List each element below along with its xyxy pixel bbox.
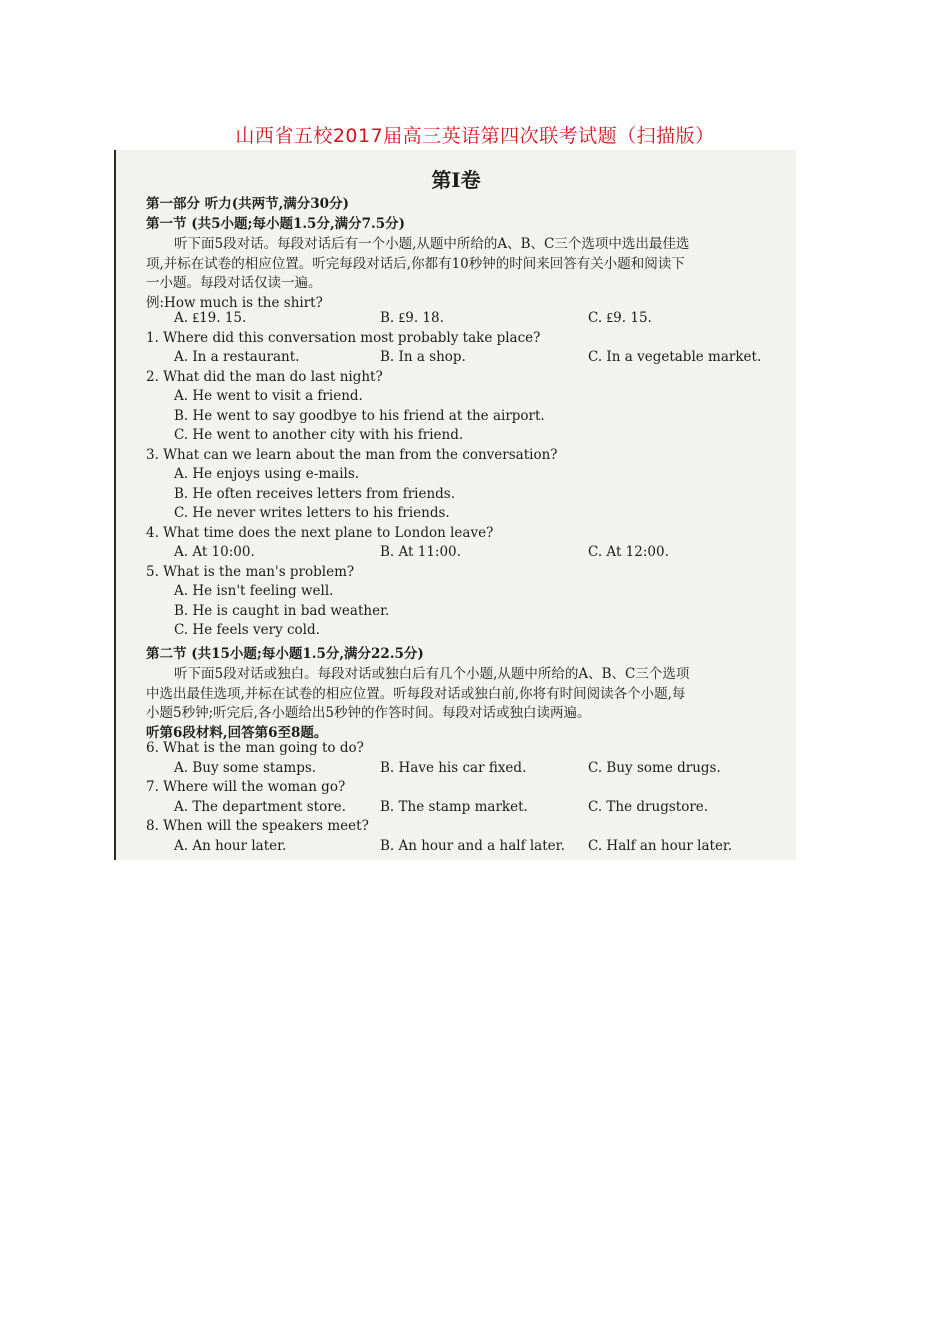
option: A. Buy some stamps. [174, 759, 317, 776]
option: A. ₤19. 15. [174, 310, 247, 326]
option: A. An hour later. [174, 837, 287, 854]
scanned-exam-page [114, 150, 796, 860]
option: A. The department store. [174, 798, 346, 815]
instruction-line: 听下面5段对话。每段对话后有一个小题,从题中所给的A、B、C三个选项中选出最佳选 [174, 236, 690, 252]
option: B. He often receives letters from friends. [174, 485, 456, 502]
option: C. At 12:00. [588, 544, 669, 560]
option: C. Buy some drugs. [588, 759, 721, 776]
option: C. He went to another city with his friend. [174, 427, 464, 443]
instruction-line: 小题5秒钟;听完后,各小题给出5秒钟的作答时间。每段对话或独白读两遍。 [146, 705, 591, 721]
section-title: 第Ⅰ卷 [431, 168, 481, 192]
option: B. Have his car fixed. [380, 759, 527, 776]
question: 1. Where did this conversation most probably take place? [146, 329, 541, 346]
material-heading: 听第6段材料,回答第6至8题。 [146, 724, 328, 741]
option: B. In a shop. [380, 349, 466, 365]
instruction-line: 项,并标在试卷的相应位置。听完每段对话后,你都有10秒钟的时间来回答有关小题和阅读下 [146, 255, 685, 272]
instruction-line: 中选出最佳选项,并标在试卷的相应位置。听每段对话或独白前,你将有时间阅读各个小题,每 [146, 685, 686, 702]
document-title: 山西省五校2017届高三英语第四次联考试题（扫描版） [235, 125, 715, 147]
option: B. He is caught in bad weather. [174, 602, 390, 619]
section-heading: 第二节 (共15小题;每小题1.5分,满分22.5分) [146, 645, 424, 662]
option: A. He isn't feeling well. [174, 583, 334, 599]
question: 2. What did the man do last night? [146, 368, 383, 385]
option: B. ₤9. 18. [380, 310, 444, 326]
option: B. An hour and a half later. [380, 837, 565, 854]
exam-content [116, 150, 796, 860]
example-question: 例:How much is the shirt? [146, 294, 323, 311]
option: B. At 11:00. [380, 544, 461, 560]
option: A. He went to visit a friend. [174, 388, 363, 404]
question: 4. What time does the next plane to London leave? [146, 524, 494, 541]
option: C. The drugstore. [588, 798, 709, 815]
option: B. The stamp market. [380, 798, 528, 815]
option: C. ₤9. 15. [588, 310, 652, 326]
section-heading: 第一节 (共5小题;每小题1.5分,满分7.5分) [146, 215, 406, 232]
option: C. Half an hour later. [588, 837, 733, 854]
question: 5. What is the man's problem? [146, 563, 355, 580]
option: B. He went to say goodbye to his friend at the airport. [174, 407, 545, 424]
option: A. In a restaurant. [174, 349, 300, 365]
option: C. He never writes letters to his friends. [174, 505, 450, 521]
part-heading: 第一部分 听力(共两节,满分30分) [146, 196, 349, 212]
question: 3. What can we learn about the man from the conversation? [146, 446, 558, 463]
option: C. In a vegetable market. [588, 349, 762, 365]
option: A. At 10:00. [174, 544, 255, 560]
question: 6. What is the man going to do? [146, 740, 364, 756]
question: 8. When will the speakers meet? [146, 818, 369, 834]
option: C. He feels very cold. [174, 622, 320, 638]
question: 7. Where will the woman go? [146, 779, 346, 795]
instruction-line: 一小题。每段对话仅读一遍。 [146, 275, 322, 291]
instruction-line: 听下面5段对话或独白。每段对话或独白后有几个小题,从题中所给的A、B、C三个选项 [174, 666, 690, 682]
option: A. He enjoys using e-mails. [174, 466, 360, 482]
